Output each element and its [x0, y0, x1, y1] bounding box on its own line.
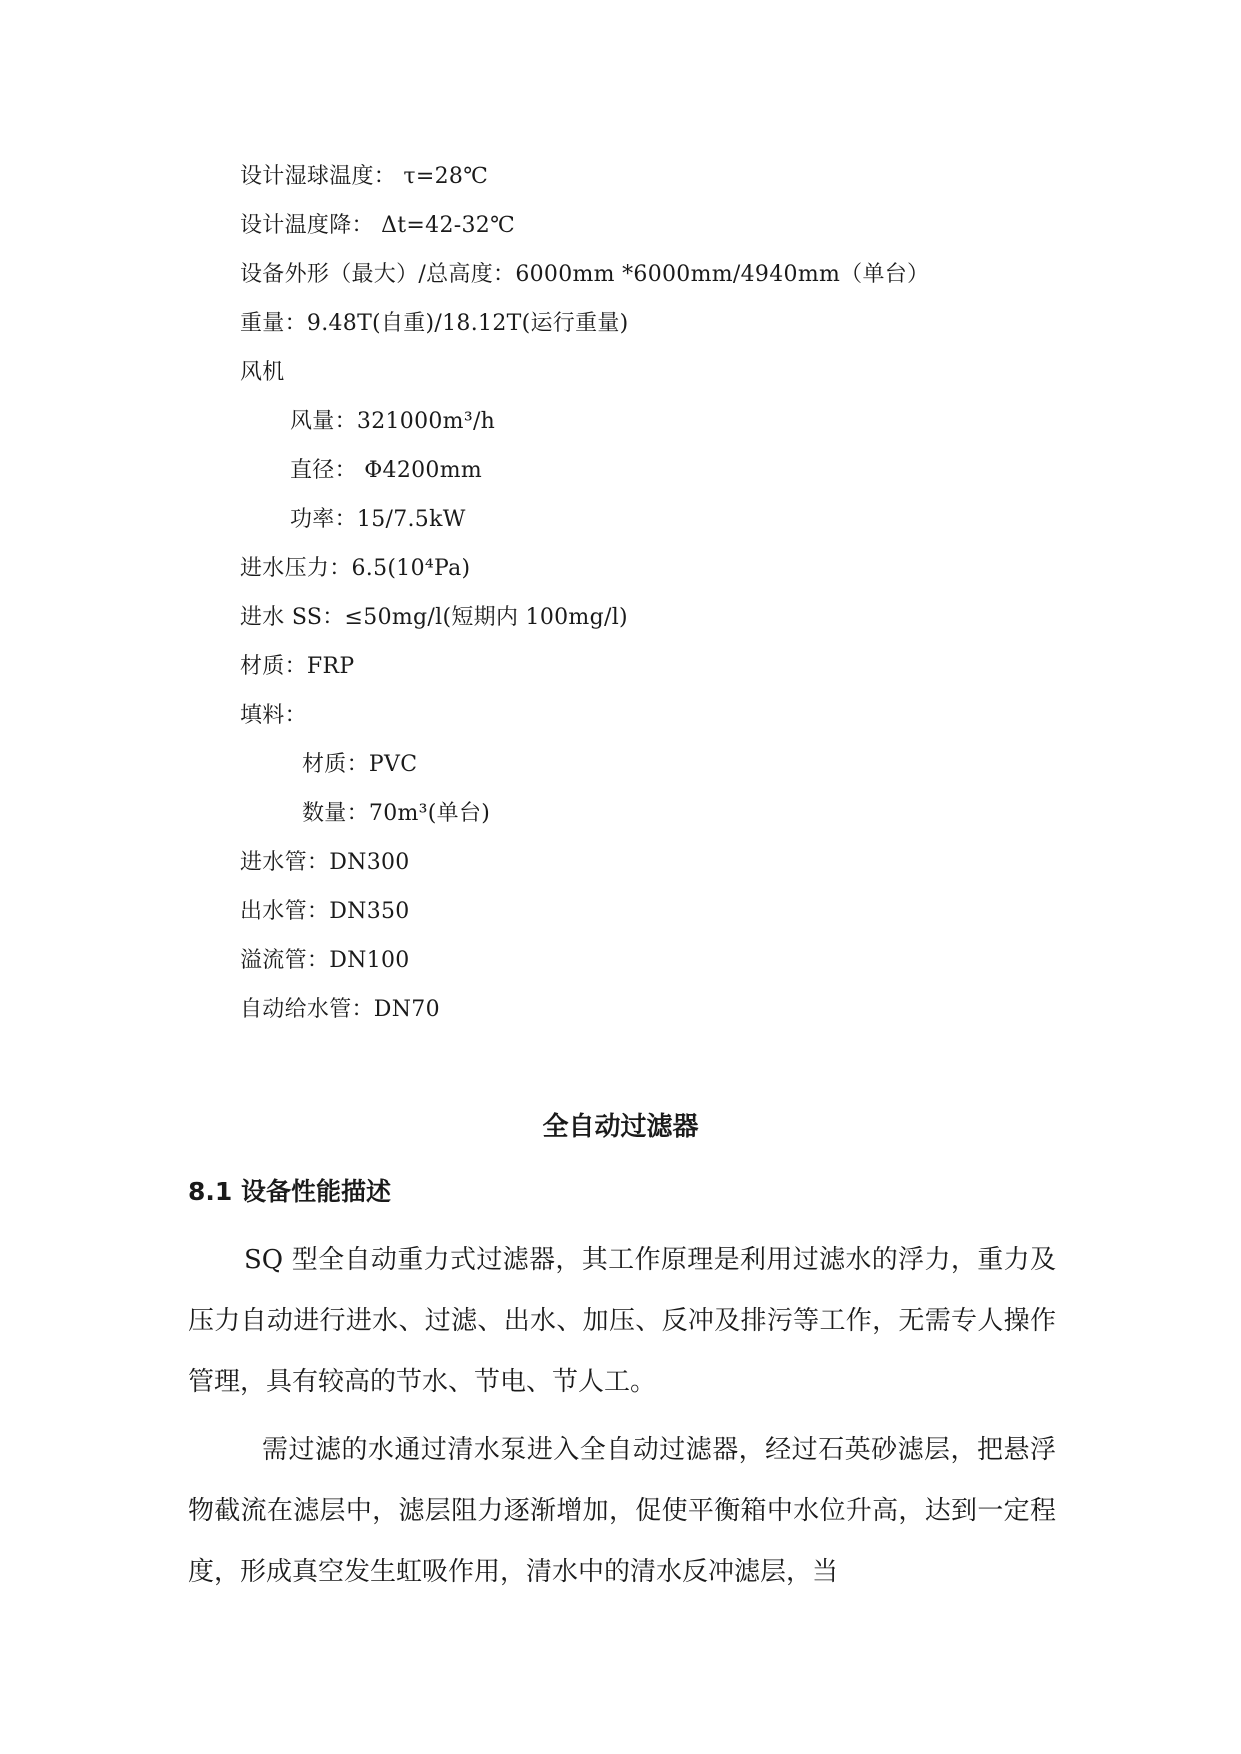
spec-inlet-pipe: 进水管：DN300	[240, 850, 410, 875]
body-paragraph-2: 需过滤的水通过清水泵进入全自动过滤器，经过石英砂滤层，把悬浮物截流在滤层中，滤层阻力逐渐增加，促使平衡箱中水位升高，达到一定程度，形成真空发生虹吸作用，清水中的清水反冲滤层，当	[188, 1435, 1056, 1587]
spec-weight: 重量：9.48T(自重)/18.12T(运行重量)	[240, 311, 629, 336]
spec-inlet-pressure: 进水压力：6.5(10⁴Pa)	[240, 556, 471, 581]
subsection-heading: 8.1 设备性能描述	[188, 1177, 391, 1206]
spec-fan-heading: 风机	[240, 360, 285, 385]
spec-fill-material: 材质：PVC	[302, 752, 418, 777]
spec-fan-power: 功率：15/7.5kW	[290, 507, 466, 532]
spec-temp-drop: 设计温度降： Δt=42-32℃	[240, 213, 515, 238]
spec-auto-feed-pipe: 自动给水管：DN70	[240, 997, 440, 1022]
spec-fill-heading: 填料：	[240, 703, 307, 728]
spec-fill-quantity: 数量：70m³(单台)	[302, 801, 491, 826]
spec-inlet-ss: 进水 SS：≤50mg/l(短期内 100mg/l)	[240, 605, 628, 630]
spec-material: 材质：FRP	[240, 654, 355, 679]
body-paragraph-1: SQ 型全自动重力式过滤器，其工作原理是利用过滤水的浮力，重力及压力自动进行进水、过滤、出水、加压、反冲及排污等工作，无需专人操作管理，具有较高的节水、节电、节人工。	[188, 1245, 1056, 1397]
spec-overflow-pipe: 溢流管：DN100	[240, 948, 410, 973]
spec-fan-airflow: 风量：321000m³/h	[290, 409, 496, 434]
spec-outlet-pipe: 出水管：DN350	[240, 899, 410, 924]
spec-dimensions: 设备外形（最大）/总高度：6000mm *6000mm/4940mm（单台）	[240, 262, 930, 287]
section-title: 全自动过滤器	[542, 1112, 699, 1142]
spec-fan-diameter: 直径： Φ4200mm	[290, 458, 483, 483]
spec-wet-bulb-temp: 设计湿球温度： τ=28℃	[240, 164, 489, 189]
spec-list	[240, 152, 929, 1034]
